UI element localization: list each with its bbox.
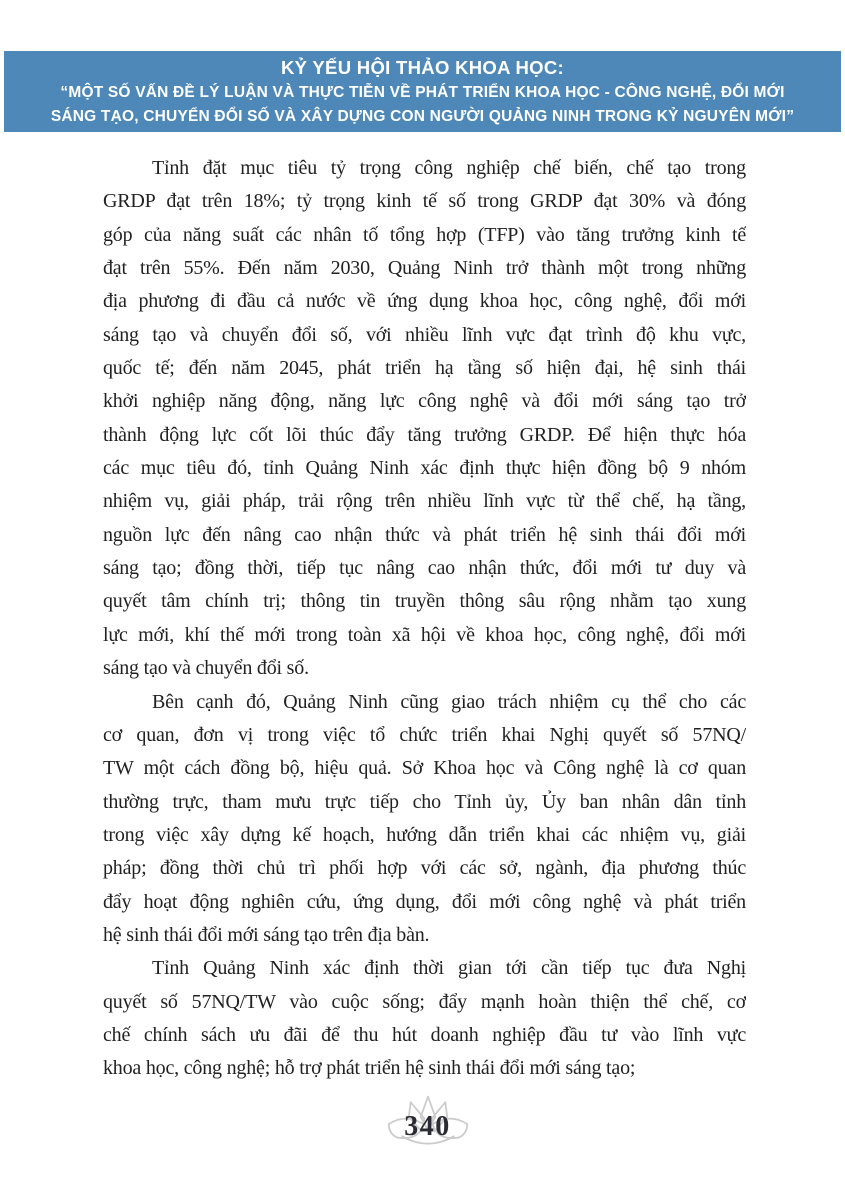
text-line: cơ quan, đơn vị trong việc tổ chức triển khai Nghị quyết số 57NQ/	[103, 723, 746, 746]
text-line: TW một cách đồng bộ, hiệu quả. Sở Khoa học và Công nghệ là cơ quan	[103, 757, 746, 780]
text-line: góp của năng suất các nhân tố tổng hợp (TFP) vào tăng trưởng kinh tế	[103, 223, 746, 246]
text-line: pháp; đồng thời chủ trì phối hợp với các sở, ngành, địa phương thúc	[103, 857, 746, 880]
text-line: GRDP đạt trên 18%; tỷ trọng kinh tế số trong GRDP đạt 30% và đóng	[103, 190, 746, 213]
text-line: sáng tạo và chuyển đổi số.	[103, 657, 309, 680]
text-line: khởi nghiệp năng động, năng lực công nghệ và đổi mới sáng tạo trở	[103, 390, 746, 413]
body-text	[103, 152, 746, 1086]
conference-header-banner	[4, 51, 841, 132]
text-line: quyết số 57NQ/TW vào cuộc sống; đẩy mạnh hoàn thiện thể chế, cơ	[103, 990, 746, 1013]
text-line: sáng tạo và chuyển đổi số, với nhiều lĩnh vực đạt trình độ khu vực,	[103, 323, 746, 346]
paragraph	[103, 152, 746, 686]
text-line: khoa học, công nghệ; hỗ trợ phát triển hệ sinh thái đổi mới sáng tạo;	[103, 1057, 636, 1080]
text-line: quyết tâm chính trị; thông tin truyền thông sâu rộng nhằm tạo xung	[103, 590, 746, 613]
text-line: chế chính sách ưu đãi để thu hút doanh nghiệp đầu tư vào lĩnh vực	[103, 1023, 746, 1046]
text-line: các mục tiêu đó, tỉnh Quảng Ninh xác định thực hiện đồng bộ 9 nhóm	[103, 457, 746, 480]
header-subtitle-line2: SÁNG TẠO, CHUYỂN ĐỔI SỐ VÀ XÂY DỰNG CON NGƯỜI QUẢNG NINH TRONG KỶ NGUYÊN MỚI”	[50, 108, 795, 125]
text-line: Tỉnh đặt mục tiêu tỷ trọng công nghiệp chế biến, chế tạo trong	[152, 157, 746, 179]
text-line: Tỉnh Quảng Ninh xác định thời gian tới cần tiếp tục đưa Nghị	[152, 957, 746, 980]
text-line: đạt trên 55%. Đến năm 2030, Quảng Ninh trở thành một trong những	[103, 257, 746, 280]
text-line: quốc tế; đến năm 2045, phát triển hạ tầng số hiện đại, hệ sinh thái	[103, 357, 746, 380]
header-subtitle-line1: “MỘT SỐ VẤN ĐỀ LÝ LUẬN VÀ THỰC TIỄN VỀ PHÁT TRIỂN KHOA HỌC - CÔNG NGHỆ, ĐỔI MỚI	[60, 84, 785, 101]
text-line: trong việc xây dựng kế hoạch, hướng dẫn triển khai các nhiệm vụ, giải	[103, 823, 746, 846]
page-footer	[373, 1094, 483, 1158]
paragraph	[103, 952, 746, 1085]
text-line: địa phương đi đầu cả nước về ứng dụng khoa học, công nghệ, đổi mới	[103, 290, 746, 313]
text-line: sáng tạo; đồng thời, tiếp tục nâng cao nhận thức, đổi mới tư duy và	[103, 557, 746, 580]
text-line: thành động lực cốt lõi thúc đẩy tăng trưởng GRDP. Để hiện thực hóa	[103, 423, 746, 446]
text-line: lực mới, khí thế mới trong toàn xã hội về khoa học, công nghệ, đổi mới	[103, 623, 746, 646]
text-line: nguồn lực đến nâng cao nhận thức và phát triển hệ sinh thái đổi mới	[103, 523, 746, 546]
header-title: KỶ YẾU HỘI THẢO KHOA HỌC:	[281, 57, 564, 78]
paragraph	[103, 686, 746, 953]
text-line: Bên cạnh đó, Quảng Ninh cũng giao trách nhiệm cụ thể cho các	[152, 690, 746, 713]
text-line: thường trực, tham mưu trực tiếp cho Tỉnh ủy, Ủy ban nhân dân tỉnh	[103, 790, 746, 813]
text-line: hệ sinh thái đổi mới sáng tạo trên địa bàn.	[103, 923, 430, 946]
text-line: đẩy hoạt động nghiên cứu, ứng dụng, đổi mới công nghệ và phát triển	[103, 890, 746, 913]
text-line: nhiệm vụ, giải pháp, trải rộng trên nhiều lĩnh vực từ thể chế, hạ tầng,	[103, 490, 746, 513]
page-number: 340	[404, 1111, 451, 1142]
